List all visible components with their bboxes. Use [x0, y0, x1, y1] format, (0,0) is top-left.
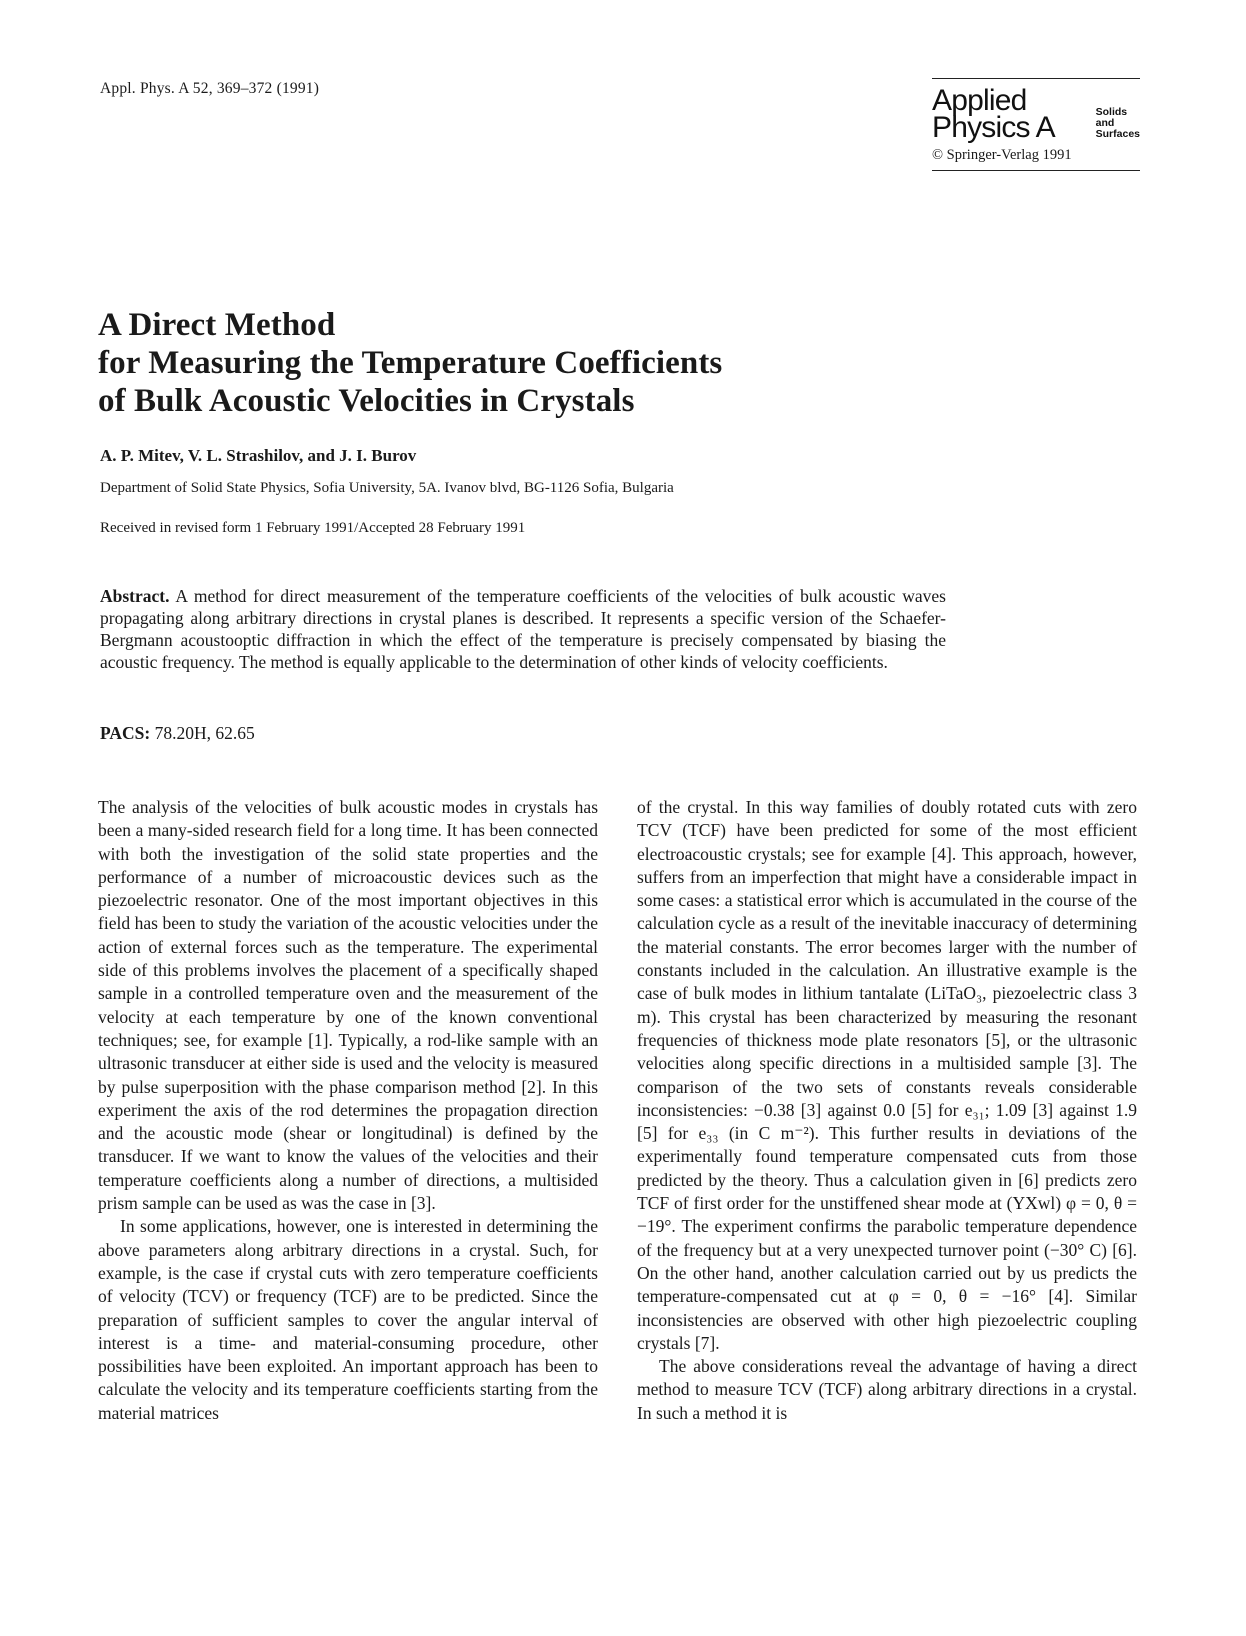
title-line-3: of Bulk Acoustic Velocities in Crystals [98, 383, 635, 419]
body-paragraph: of the crystal. In this way families of doubly rotated cuts with zero TCV (TCF) have been predicted for some of the most efficient electroacoustic crystals; see for example [4]. This approach, however, suffers from an imperfection that might have a considerable impact in some cases: a statistical error which is accumulated in the course of the calculation cycle as a result of the inevitable inaccuracy of determining the material constants. The error becomes larger with the number of constants included in the calculation. An illustrative example is the case of bulk modes in lithium tantalate (LiTaO₃, piezoelectric class 3 m). This crystal has been characterized by measuring the resonant frequencies of thickness mode plate resonators [5], or the ultrasonic velocities along specific directions in a multisided sample [3]. The comparison of the two sets of constants reveals considerable inconsistencies: −0.38 [3] against 0.0 [5] for e₃₁; 1.09 [3] against 1.9 [5] for e₃₃ (in C m⁻²). This further results in deviations of the experimentally found temperature compensated cuts from those predicted by the theory. Thus a calculation given in [6] predicts zero TCF of first order for the unstiffened shear mode at (YXwl) φ = 0, θ = −19°. The experiment confirms the parabolic temperature dependence of the frequency but at a very unexpected turnover point (−30° C) [6]. On the other hand, another calculation carried out by us predicts the temperature-compensated cut at φ = 0, θ = −16° [4]. Similar inconsistencies are observed with other high piezoelectric coupling crystals [7]. [637, 797, 1137, 1353]
journal-section-line3: Surfaces [1095, 128, 1140, 140]
title-line-2: for Measuring the Temperature Coefficients [98, 345, 723, 381]
body-paragraph: The above considerations reveal the advantage of having a direct method to measure TCV (TCF) along arbitrary directions in a crystal. In such a method it is [637, 1356, 1137, 1423]
logo-bottom-rule [932, 170, 1140, 171]
title-line-1: A Direct Method [98, 307, 336, 343]
journal-section [1096, 107, 1140, 141]
received-dates: Received in revised form 1 February 1991/Accepted 28 February 1991 [100, 520, 526, 536]
journal-name-line1: Applied [932, 84, 1027, 117]
abstract-text: A method for direct measurement of the temperature coefficients of the velocities of bulk acoustic waves propagating along arbitrary directions in crystal planes is described. It represents a specific version of the Schaefer-Bergmann acoustooptic diffraction in which the effect of the temperature is precisely compensated by biasing the acoustic frequency. The method is equally applicable to the determination of other kinds of velocity coefficients. [100, 586, 946, 672]
logo-top-rule [932, 78, 1140, 79]
abstract-label: Abstract. [100, 586, 170, 606]
journal-name-line2: Physics A [932, 111, 1055, 144]
author-affiliation: Department of Solid State Physics, Sofia University, 5A. Ivanov blvd, BG-1126 Sofia, Bulgaria [100, 480, 674, 496]
logo-wordmark [932, 84, 1140, 144]
journal-logo [932, 78, 1140, 171]
article-title [98, 306, 722, 420]
pacs-value: 78.20H, 62.65 [154, 723, 255, 743]
journal-section-line2: and [1095, 117, 1115, 129]
body-column-left [98, 796, 598, 1425]
body-paragraph: The analysis of the velocities of bulk acoustic modes in crystals has been a many-sided research field for a long time. It has been connected with both the investigation of the solid state properties and the performance of a number of microacoustic devices such as the piezoelectric resonator. One of the most important objectives in this field has been to study the variation of the acoustic velocities under the action of external forces such as the temperature. The experimental side of this problems involves the placement of a specifically shaped sample in a controlled temperature oven and the measurement of the velocity at each temperature by one of the known conventional techniques; see, for example [1]. Typically, a rod-like sample with an ultrasonic transducer at either side is used and the velocity is measured by pulse superposition with the phase comparison method [2]. In this experiment the axis of the rod determines the propagation direction and the acoustic mode (shear or longitudinal) is defined by the transducer. If we want to know the values of the velocities and their temperature coefficients along a number of directions, a multisided prism sample can be used as was the case in [3]. [98, 797, 598, 1214]
copyright-notice: © Springer-Verlag 1991 [932, 147, 1072, 163]
body-column-right [637, 796, 1137, 1425]
abstract [100, 585, 946, 673]
pacs-label: PACS: [100, 723, 151, 743]
journal-name [932, 84, 1055, 144]
journal-citation: Appl. Phys. A 52, 369–372 (1991) [100, 80, 320, 97]
author-list: A. P. Mitev, V. L. Strashilov, and J. I. Burov [100, 446, 417, 465]
body-paragraph: In some applications, however, one is interested in determining the above parameters along arbitrary directions in a crystal. Such, for example, is the case if crystal cuts with zero temperature coefficients of velocity (TCV) or frequency (TCF) are to be predicted. Since the preparation of sufficient samples to cover the angular interval of interest is a time- and material-consuming procedure, other possibilities have been exploited. An important approach has been to calculate the velocity and its temperature coefficients starting from the material matrices [98, 1216, 598, 1423]
pacs-codes [100, 723, 255, 744]
journal-section-line1: Solids [1095, 106, 1128, 118]
